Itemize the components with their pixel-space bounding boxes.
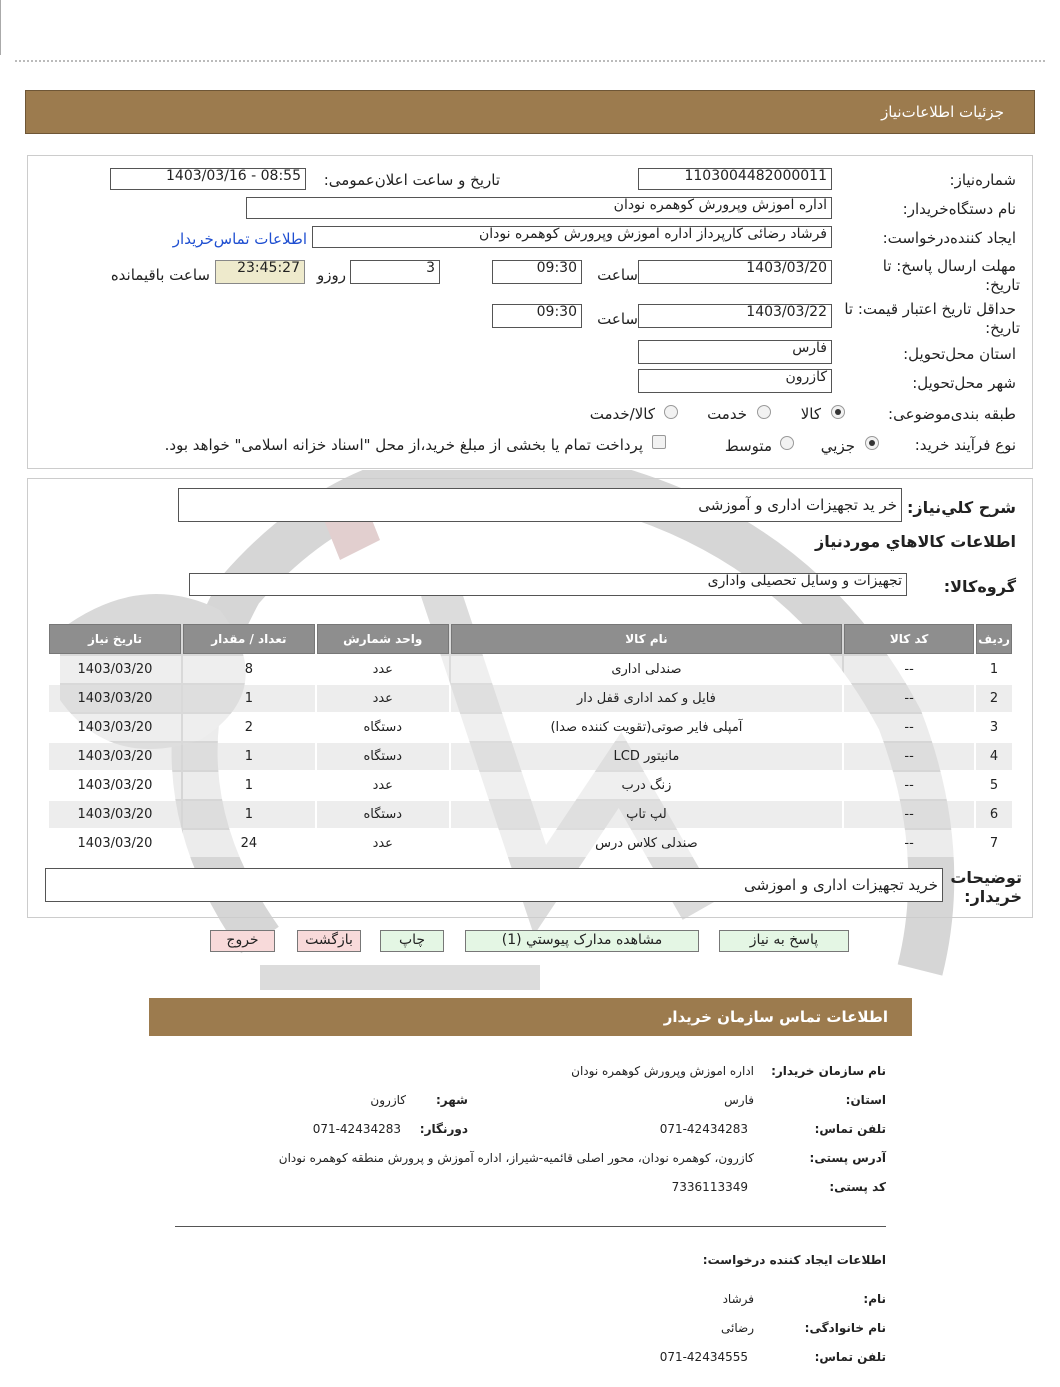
cell-code: -- xyxy=(844,801,974,828)
announce-field: 1403/03/16 - 08:55 xyxy=(110,168,306,190)
cell-code: -- xyxy=(844,656,974,683)
cell-row: 5 xyxy=(976,772,1012,799)
buyer-org-field: اداره اموزش وپرورش کوهمره نودان xyxy=(246,197,832,219)
deadline-label: مهلت ارسال پاسخ: تا xyxy=(882,257,1016,275)
col-row: ردیف xyxy=(976,624,1012,654)
back-button[interactable]: بازگشت xyxy=(297,930,361,952)
dotted-divider xyxy=(15,60,1045,62)
contact-postal-label: کد پستی: xyxy=(829,1180,886,1194)
creator-name-label: نام: xyxy=(863,1292,886,1306)
deadline-label-2: تاریخ: xyxy=(985,276,1020,294)
cell-row: 6 xyxy=(976,801,1012,828)
validity-label-2: تاریخ: xyxy=(985,319,1020,337)
cell-row: 1 xyxy=(976,656,1012,683)
deadline-time-field: 09:30 xyxy=(492,260,582,284)
payment-note: پرداخت تمام یا بخشی از مبلغ خرید،از محل "اسناد خزانه اسلامی" خواهد بود. xyxy=(164,436,643,454)
window-edge xyxy=(0,0,1,55)
cell-date: 1403/03/20 xyxy=(49,801,181,828)
contact-title: اطلاعات تماس سازمان خریدار xyxy=(663,1008,888,1026)
attachments-button[interactable]: مشاهده مدارک پیوستي (1) xyxy=(465,930,699,952)
cell-qty: 1 xyxy=(183,772,315,799)
creator-phone-label: تلفن تماس: xyxy=(814,1350,886,1364)
cell-unit: دستگاه xyxy=(317,714,449,741)
cell-qty: 1 xyxy=(183,743,315,770)
cell-code: -- xyxy=(844,714,974,741)
creator-label: ایجاد کننده‌درخواست: xyxy=(882,229,1016,247)
table-row xyxy=(49,714,1012,741)
table-row xyxy=(49,772,1012,799)
city-label: شهر محل‌تحویل: xyxy=(912,374,1016,392)
province-field: فارس xyxy=(638,340,832,364)
cell-unit: عدد xyxy=(317,685,449,712)
buyer-org-label: نام دستگاه‌خریدار: xyxy=(902,200,1016,218)
table-row xyxy=(49,743,1012,770)
cell-name: آمپلی فایر صوتی(تقویت کننده صدا) xyxy=(451,714,843,741)
goods-info-heading: اطلاعات کالاهاي موردنیاز xyxy=(815,532,1016,551)
contact-address-value: کازرون، کوهمره نودان، محور اصلی قائمیه-شیراز، اداره آموزش و پرورش منطقه کوهمره نودان xyxy=(278,1151,754,1165)
buyer-notes-label-2: خریدار: xyxy=(964,887,1022,906)
cell-name: صندلی اداری xyxy=(451,656,843,683)
table-row xyxy=(49,656,1012,683)
general-desc-field: خر ید تجهیزات اداری و آموزشی xyxy=(178,488,902,522)
goods-group-label: گروه‌کالا: xyxy=(943,577,1016,596)
goods-group-field: تجهیزات و وسایل تحصیلی واداری xyxy=(189,573,907,596)
cell-row: 4 xyxy=(976,743,1012,770)
page-title: جزئیات اطلاعات‌نیاز xyxy=(881,103,1004,121)
creator-name-value: فرشاد xyxy=(722,1292,754,1306)
contact-org-label: نام سازمان خریدار: xyxy=(771,1064,886,1078)
cell-date: 1403/03/20 xyxy=(49,656,181,683)
days-label: روزو xyxy=(317,266,346,284)
category-option-goods: کالا xyxy=(800,405,821,423)
process-option-medium: متوسط xyxy=(724,437,772,455)
contact-province-value: فارس xyxy=(724,1093,754,1107)
creator-field: فرشاد رضائی کارپرداز اداره اموزش وپرورش کوهمره نودان xyxy=(312,226,832,248)
cell-date: 1403/03/20 xyxy=(49,714,181,741)
page-header xyxy=(25,90,1035,134)
print-button[interactable]: چاپ xyxy=(380,930,444,952)
validity-time-label: ساعت xyxy=(597,310,638,328)
deadline-date-field: 1403/03/20 xyxy=(638,260,832,284)
cell-name: فایل و کمد اداری قفل دار xyxy=(451,685,843,712)
contact-phone-label: تلفن تماس: xyxy=(814,1122,886,1136)
buyer-contact-link[interactable]: اطلاعات تماس‌خریدار xyxy=(172,230,307,248)
category-label: طبقه بندی‌موضوعی: xyxy=(888,405,1016,423)
category-radio-both[interactable] xyxy=(664,405,678,419)
contact-city-value: کازرون xyxy=(370,1093,406,1107)
process-option-partial: جزیي xyxy=(820,437,855,455)
cell-qty: 1 xyxy=(183,685,315,712)
creator-family-value: رضائی xyxy=(721,1321,754,1335)
cell-qty: 1 xyxy=(183,801,315,828)
province-label: استان محل‌تحویل: xyxy=(903,345,1016,363)
table-row xyxy=(49,830,1012,857)
city-field: کازرون xyxy=(638,369,832,393)
contact-header xyxy=(149,998,912,1036)
exit-button[interactable]: خروج xyxy=(210,930,275,952)
cell-name: صندلی کلاس درس xyxy=(451,830,843,857)
cell-date: 1403/03/20 xyxy=(49,743,181,770)
creator-heading: اطلاعات ایجاد کننده درخواست: xyxy=(702,1253,886,1267)
cell-row: 7 xyxy=(976,830,1012,857)
validity-time-field: 09:30 xyxy=(492,304,582,328)
contact-postal-value: 7336113349 xyxy=(671,1180,748,1194)
col-qty: تعداد / مقدار xyxy=(183,624,315,654)
announce-label: تاریخ و ساعت اعلان‌عمومی: xyxy=(323,171,500,189)
table-header-row xyxy=(49,624,1012,654)
cell-row: 3 xyxy=(976,714,1012,741)
col-name: نام کالا xyxy=(451,624,843,654)
need-number-field: 1103004482000011 xyxy=(638,168,832,190)
cell-name: لپ تاپ xyxy=(451,801,843,828)
reply-button[interactable]: پاسخ به نیاز xyxy=(719,930,849,952)
remaining-time-field: 23:45:27 xyxy=(215,260,305,284)
col-date: تاریخ نیاز xyxy=(49,624,181,654)
buyer-notes-label: توضیحات xyxy=(950,868,1022,887)
remaining-label: ساعت باقیمانده xyxy=(110,266,210,284)
category-radio-service[interactable] xyxy=(757,405,771,419)
cell-date: 1403/03/20 xyxy=(49,830,181,857)
col-unit: واحد شمارش xyxy=(317,624,449,654)
cell-qty: 24 xyxy=(183,830,315,857)
category-option-both: کالا/خدمت xyxy=(589,405,655,423)
col-code: کد کالا xyxy=(844,624,974,654)
cell-qty: 8 xyxy=(183,656,315,683)
category-option-service: خدمت xyxy=(707,405,747,423)
process-radio-medium[interactable] xyxy=(780,436,794,450)
cell-unit: دستگاه xyxy=(317,743,449,770)
cell-date: 1403/03/20 xyxy=(49,772,181,799)
cell-name: زنگ درب xyxy=(451,772,843,799)
category-radio-goods[interactable] xyxy=(831,405,845,419)
cell-code: -- xyxy=(844,685,974,712)
table-row xyxy=(49,801,1012,828)
cell-name: مانیتور LCD xyxy=(451,743,843,770)
contact-province-label: استان: xyxy=(845,1093,886,1107)
cell-code: -- xyxy=(844,743,974,770)
contact-phone-value: 071-42434283 xyxy=(659,1122,748,1136)
treasury-checkbox[interactable] xyxy=(652,435,666,449)
cell-row: 2 xyxy=(976,685,1012,712)
contact-fax-value: 071-42434283 xyxy=(312,1122,401,1136)
contact-fax-label: دورنگار: xyxy=(419,1122,468,1136)
creator-family-label: نام خانوادگی: xyxy=(804,1321,886,1335)
contact-city-label: شهر: xyxy=(436,1093,468,1107)
cell-unit: عدد xyxy=(317,830,449,857)
cell-unit: عدد xyxy=(317,656,449,683)
deadline-time-label: ساعت xyxy=(597,266,638,284)
validity-date-field: 1403/03/22 xyxy=(638,304,832,328)
creator-phone-value: 071-42434555 xyxy=(659,1350,748,1364)
cell-unit: دستگاه xyxy=(317,801,449,828)
cell-date: 1403/03/20 xyxy=(49,685,181,712)
items-table xyxy=(47,622,1014,859)
cell-code: -- xyxy=(844,830,974,857)
contact-address-label: آدرس پستی: xyxy=(809,1151,886,1165)
cell-unit: عدد xyxy=(317,772,449,799)
table-row xyxy=(49,685,1012,712)
cell-qty: 2 xyxy=(183,714,315,741)
process-radio-partial[interactable] xyxy=(865,436,879,450)
cell-code: -- xyxy=(844,772,974,799)
need-number-label: شماره‌نیاز: xyxy=(949,171,1016,189)
process-label: نوع فرآیند خرید: xyxy=(914,436,1016,454)
general-desc-label: شرح کلي‌نیاز: xyxy=(907,498,1016,517)
validity-label: حداقل تاریخ اعتبار قیمت: تا xyxy=(844,300,1016,318)
contact-separator xyxy=(175,1226,886,1227)
days-field: 3 xyxy=(350,260,440,284)
contact-org-value: اداره اموزش وپرورش کوهمره نودان xyxy=(571,1064,754,1078)
buyer-notes-field: خرید تجهیزات اداری و اموزشی xyxy=(45,868,943,902)
